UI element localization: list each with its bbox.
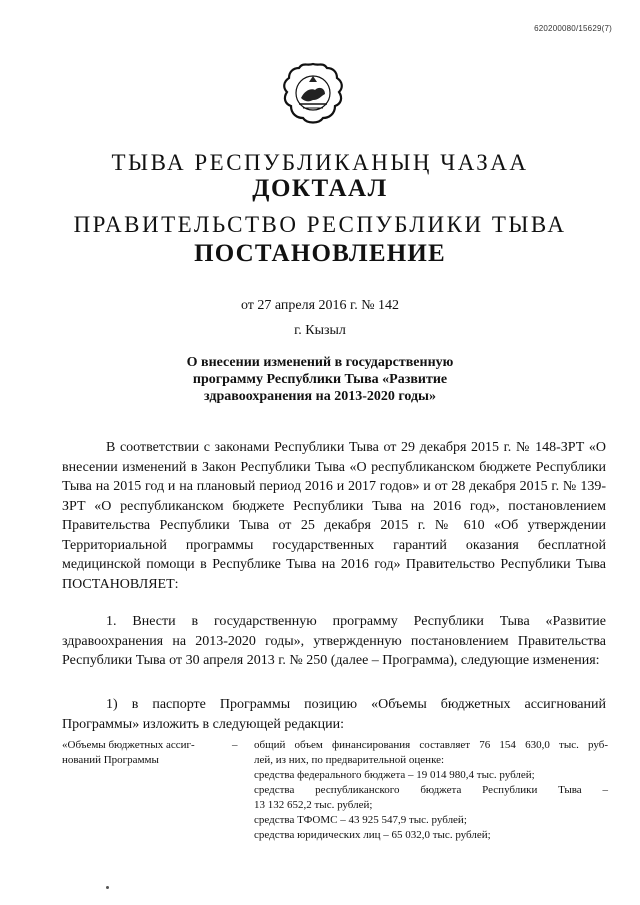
paragraph-item-1: 1. Внести в государственную программу Республики Тыва «Развитие здравоохранения на 2013-2020 годы», утвержденную постановлением Правительства Республики Тыва от 30 апреля 2013 г. № 250 (далее – Программа), следующие изменения: [62, 614, 606, 668]
budget-value-line: средства ТФОМС – 43 925 547,9 тыс. рублей; [254, 814, 467, 826]
budget-table-values [254, 738, 608, 843]
budget-table-label [62, 738, 222, 768]
budget-label-line: «Объемы бюджетных ассиг- [62, 739, 195, 751]
budget-label-line: нований Программы [62, 754, 159, 766]
header-russian-government: ПРАВИТЕЛЬСТВО РЕСПУБЛИКИ ТЫВА [73, 212, 567, 237]
page-mark [106, 886, 109, 889]
budget-value-line: средства республиканского бюджета Республики Тыва – [254, 784, 608, 796]
header-tuvan-decree: ДОКТААЛ [252, 175, 388, 202]
budget-value-line: 13 132 652,2 тыс. рублей; [254, 799, 373, 811]
budget-value-line: лей, из них, по предварительной оценке: [254, 754, 445, 766]
header-tuvan-government: ТЫВА РЕСПУБЛИКАНЫҢ ЧАЗАА [111, 150, 529, 175]
coat-of-arms-icon [279, 60, 347, 128]
header-russian-decree: ПОСТАНОВЛЕНИЕ [194, 240, 446, 267]
decree-date: от 27 апреля 2016 г. № 142 [240, 298, 400, 313]
budget-value-line: общий объем финансирования составляет 76 154 630,0 тыс. руб- [254, 739, 608, 751]
document-id: 620200080/15629(7) [534, 24, 612, 33]
paragraph-preamble: В соответствии с законами Республики Тыва от 29 декабря 2015 г. № 148-ЗРТ «О внесении изменений в Закон Республики Тыва «О республиканском бюджете Республики Тыва на 2015 год и на плановый период 2016 и 2017 годов» и от 28 декабря 2015 г. № 139-ЗРТ «О республиканском бюджете Республики Тыва на 2016 год», постановлением Правительства Республики Тыва от 25 декабря 2015 г. № 610 «Об утверждении Территориальной программы государственных гарантий оказания бесплатной медицинской помощи в Республике Тыва на 2016 год» Правительство Республики Тыва ПОСТАНОВЛЯЕТ: [62, 440, 606, 592]
budget-value-line: средства юридических лиц – 65 032,0 тыс. рублей; [254, 829, 491, 841]
decree-city: г. Кызыл [294, 323, 346, 338]
paragraph-subitem-1: 1) в паспорте Программы позицию «Объемы бюджетных ассигнований Программы» изложить в следующей редакции: [62, 697, 606, 732]
budget-value-line: средства федерального бюджета – 19 014 980,4 тыс. рублей; [254, 769, 535, 781]
budget-table-dash: – [232, 739, 238, 751]
decree-title: О внесении изменений в государственную программу Республики Тыва «Развитие здравоохранения на 2013-2020 годы» [186, 355, 454, 404]
